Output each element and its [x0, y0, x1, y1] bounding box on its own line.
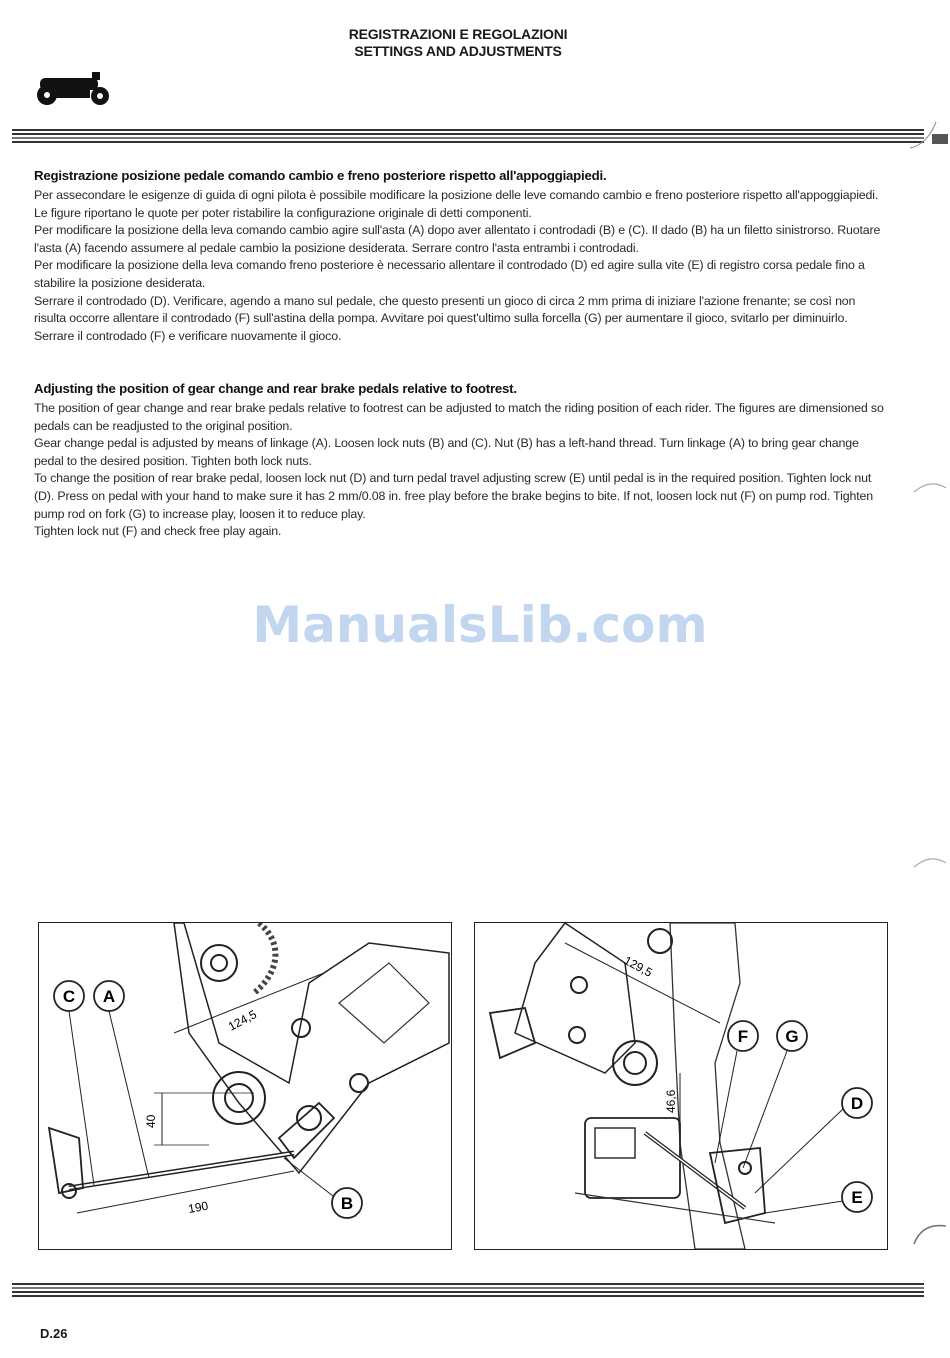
- dimension-label: 124,5: [225, 1007, 259, 1034]
- dimension-label: 46,6: [664, 1089, 678, 1113]
- dimension-label: 129,5: [621, 953, 655, 980]
- callout-label: E: [851, 1188, 863, 1207]
- dimension-label: 40: [144, 1114, 158, 1128]
- dimension-label: 190: [187, 1198, 210, 1216]
- paragraph: Serrare il controdado (F) e verificare nuovamente il gioco.: [34, 328, 342, 343]
- paragraph: The position of gear change and rear brake pedals relative to footrest can be adjusted to match the riding position of each rider. The figures are dimensioned so pedals can be readjusted to the original position.: [34, 401, 884, 433]
- page-curl-icon: [912, 1222, 948, 1246]
- callout-label: D: [850, 1094, 864, 1113]
- callout-label: G: [785, 1027, 799, 1046]
- paragraph: Serrare il controdado (D). Verificare, agendo a mano sul pedale, che questo presenti un gioco di circa 2 mm prima di iniziare l'azione frenante; se così non risulta occorre allentare il controdado (F) sull'astina della pompa. Avvitare poi quest'ultimo sulla forcella (G) per aumentare il gioco, svitarlo per diminuirlo.: [34, 293, 856, 326]
- page-number: D.26: [40, 1326, 68, 1341]
- section-body-it: [34, 187, 886, 345]
- callout-label: C: [62, 987, 76, 1006]
- header-title-it: REGISTRAZIONI E REGOLAZIONI: [348, 26, 568, 42]
- paragraph: Per modificare la posizione della leva comando freno posteriore è necessario allentare il controdado (D) ed agire sulla vite (E) di registro corsa pedale fino a stabilire la posizione desiderata.: [34, 258, 865, 290]
- callout-label: A: [102, 987, 116, 1006]
- section-body-en: [34, 400, 886, 541]
- frame-plate: [174, 923, 449, 1173]
- paragraph: Gear change pedal is adjusted by means of linkage (A). Loosen lock nuts (B) and (C). Nut (B) has a left-hand thread. Turn linkage (A) to bring gear change pedal to the desired position. Tighten both lock nuts.: [34, 436, 859, 468]
- paragraph: Per modificare la posizione della leva comando cambio agire sull'asta (A) dopo aver allentato i controdadi (B) e (C). Il dado (B) ha un filetto sinistrorso. Ruotare l'asta (A) facendo assumere al pedale cambio la posizione desiderata. Serrare contro l'asta entrambi i controdadi.: [34, 223, 881, 255]
- page-curl-icon: [912, 480, 948, 494]
- footrest-pivot: [213, 1072, 265, 1124]
- corner-mark-icon: [908, 118, 948, 150]
- callout-label: F: [737, 1027, 749, 1046]
- paragraph: Tighten lock nut (F) and check free play again.: [34, 524, 282, 539]
- footrest-pivot: [613, 1041, 657, 1085]
- paragraph: Per assecondare le esigenze di guida di ogni pilota è possibile modificare la posizione delle leve comando cambio e freno posteriore rispetto all'appoggiapiedi. Le figure riportano le quote per poter ristabilire la configurazione originale di detti componenti.: [34, 188, 879, 220]
- motorcycle-icon: [34, 68, 114, 108]
- page-curl-icon: [912, 855, 948, 869]
- pivot-bolt: [201, 945, 237, 981]
- header-rule: [12, 129, 924, 145]
- page-header: [0, 26, 916, 60]
- watermark: ManualsLib.com: [252, 596, 708, 654]
- section-heading-en: Adjusting the position of gear change and rear brake pedals relative to footrest.: [34, 381, 517, 396]
- callout-label: B: [340, 1194, 354, 1213]
- footer-rule: [12, 1283, 924, 1299]
- gear-pedal-figure: [38, 922, 452, 1250]
- section-heading-it: Registrazione posizione pedale comando cambio e freno posteriore rispetto all'appoggiapiedi.: [34, 168, 607, 183]
- paragraph: To change the position of rear brake pedal, loosen lock nut (D) and turn pedal travel adjusting screw (E) until pedal is in the required position. Tighten lock nut (D). Press on pedal with your hand to make sure it has 2 mm/0.08 in. free play before the brake begins to bite. If not, loosen lock nut (F) on pump rod. Tighten pump rod on fork (G) to increase play, loosen it to reduce play.: [34, 471, 873, 521]
- gear-pedal: [49, 1128, 83, 1193]
- brake-pedal-figure: [474, 922, 888, 1250]
- header-title-en: SETTINGS AND ADJUSTMENTS: [354, 43, 562, 59]
